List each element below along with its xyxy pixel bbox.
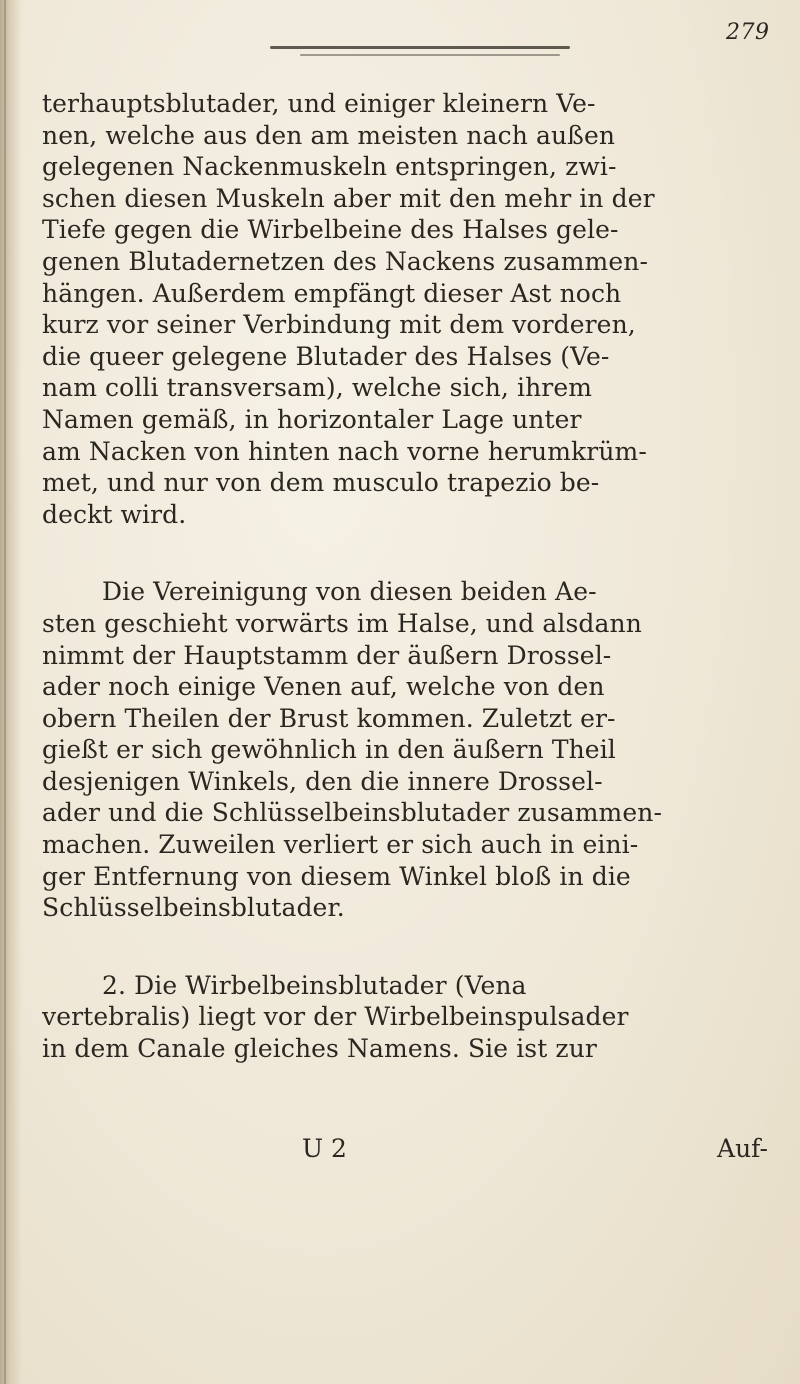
body-text [42, 88, 772, 1065]
text-line: gelegenen Nackenmuskeln entspringen, zwi- [42, 152, 617, 182]
text-line: gießt er sich gewöhnlich in den äußern Theil [42, 735, 616, 765]
text-line: schen diesen Muskeln aber mit den mehr in der [42, 183, 655, 213]
text-line: terhauptsblutader, und einiger kleinern Ve- [42, 89, 596, 118]
text-line: nimmt der Hauptstamm der äußern Drossel- [42, 640, 612, 670]
text-line: Namen gemäß, in horizontaler Lage unter [42, 404, 582, 434]
catchword: Auf- [717, 1134, 768, 1163]
paragraph-gap [42, 924, 772, 970]
text-line: machen. Zuweilen verliert er sich auch in eini- [42, 830, 639, 860]
paragraph-gap [42, 530, 772, 576]
text-line: Tiefe gegen die Wirbelbeine des Halses gele- [42, 215, 619, 245]
text-line: ger Entfernung von diesem Winkel bloß in die [42, 861, 631, 891]
text-line: obern Theilen der Brust kommen. Zuletzt er- [42, 703, 616, 733]
header-rule [270, 46, 570, 49]
page-number: 279 [726, 20, 770, 45]
text-line: 2. Die Wirbelbeinsblutader (Vena [102, 970, 527, 1000]
signature-mark: U 2 [302, 1134, 347, 1163]
text-line: sten geschieht vorwärts im Halse, und alsdann [42, 608, 642, 638]
text-line: die queer gelegene Blutader des Halses (Ve- [42, 341, 610, 371]
text-line: Die Vereinigung von diesen beiden Ae- [102, 577, 597, 607]
text-line: Schlüsselbeinsblutader. [42, 893, 345, 923]
text-line: hängen. Außerdem empfängt dieser Ast noch [42, 278, 622, 308]
text-line: met, und nur von dem musculo trapezio be- [42, 468, 600, 498]
text-line: nen, welche aus den am meisten nach außen [42, 120, 616, 150]
page-footer [42, 1134, 770, 1166]
text-line: genen Blutadernetzen des Nackens zusammen- [42, 246, 649, 276]
text-line: deckt wird. [42, 499, 187, 529]
text-line: desjenigen Winkels, den die innere Drossel- [42, 766, 603, 796]
text-line: ader und die Schlüsselbeinsblutader zusammen- [42, 798, 663, 828]
text-line: am Nacken von hinten nach vorne herumkrüm- [42, 436, 647, 466]
text-line: nam colli transversam), welche sich, ihrem [42, 373, 593, 403]
text-line: ader noch einige Venen auf, welche von den [42, 672, 605, 702]
text-line: in dem Canale gleiches Namens. Sie ist zur [42, 1034, 597, 1064]
header-rule-shadow [300, 54, 560, 56]
text-line: vertebralis) liegt vor der Wirbelbeinspulsader [42, 1002, 629, 1032]
binding-edge [4, 0, 6, 1384]
text-line: kurz vor seiner Verbindung mit dem vorderen, [42, 310, 636, 340]
